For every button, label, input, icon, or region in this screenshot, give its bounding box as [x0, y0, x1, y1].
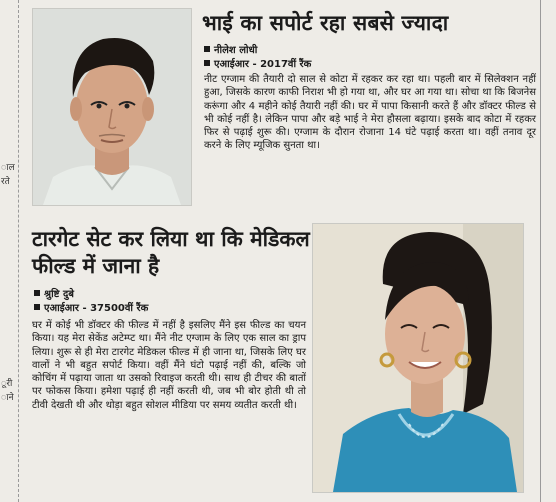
story1-meta: [204, 44, 534, 72]
story1-headline: भाई का सपोर्ट रहा सबसे ज्यादा: [202, 11, 449, 35]
right-column-divider: [540, 0, 556, 502]
story2-rank-line: [34, 302, 304, 316]
fragment-text: रते: [1, 177, 10, 187]
bullet-square-icon: [34, 290, 40, 296]
story2-name-line: [34, 288, 304, 302]
story2-name: श्रुष्टि दुबे: [44, 289, 75, 300]
student-photo-female: [312, 223, 524, 493]
bullet-square-icon: [204, 46, 210, 52]
story2-meta: [34, 288, 304, 316]
story1-rank-line: [204, 58, 534, 72]
story1-body: नीट एग्जाम की तैयारी दो साल से कोटा में रहकर कर रहा था। पहली बार में सिलेक्शन नहीं हुआ, जिसके कारण काफी निराश भी हो गया था, और घर आ गया था। सोचा था कि बिजनेस करूंगा और 4 महीने कोई तैयारी नहीं की। घर में पापा किसानी करते हैं और डॉक्टर फील्ड से भी कोई नहीं है। लेकिन पापा और बड़े भाई ने मेरा हौसला बढ़ाया। इसके बाद कोटा में रहकर फिर से पढ़ाई शुरू की। एग्जाम के दौरान रोजाना 14 घंटे पढ़ाई करता था। वहीं तनाव दूर करने के लिए म्यूजिक सुनता था।: [204, 74, 536, 152]
bullet-square-icon: [204, 60, 210, 66]
story1-rank: एआईआर - 2017वीं रैंक: [214, 59, 312, 70]
story2-headline: टारगेट सेट कर लिया था कि मेडिकल फील्ड में जाना है: [32, 227, 310, 278]
story2-rank: एआईआर - 37500वीं रैंक: [44, 303, 149, 314]
story1-name: नीलेश लोधी: [214, 45, 258, 56]
fragment-text: ूरी: [1, 379, 13, 389]
story2-body: घर में कोई भी डॉक्टर की फील्ड में नहीं है इसलिए मैंने इस फील्ड का चयन किया। यह मेरा सेकेंड अटेम्प्ट था। मैंने नीट एग्जाम के लिए एक साल का ड्राप लिया। शुरू से ही मेरा टारगेट मेडिकल फील्ड में ही जाना था, जिसके लिए घर वालों ने भी बहुत सपोर्ट किया। वहीं मैंने घंटो पढ़ाई नहीं की, बल्कि जो कोचिंग में पढ़ाया जाता था उसको रिवाइज करती थी। साथ ही टीचर की बातों पर फोकस किया। हमेशा पढ़ाई ही नहीं करती थी, जब भी बोर होती थी तो टीवी देखती थी और थोड़ा बहुत सोशल मीडिया पर समय व्यतीत करती थी।: [32, 320, 306, 411]
fragment-text: ाल: [1, 163, 15, 173]
left-column-fragment: [0, 0, 19, 502]
bullet-square-icon: [34, 304, 40, 310]
student-photo-male: [32, 8, 192, 206]
fragment-text: ाने: [1, 393, 14, 403]
story1-name-line: [204, 44, 534, 58]
